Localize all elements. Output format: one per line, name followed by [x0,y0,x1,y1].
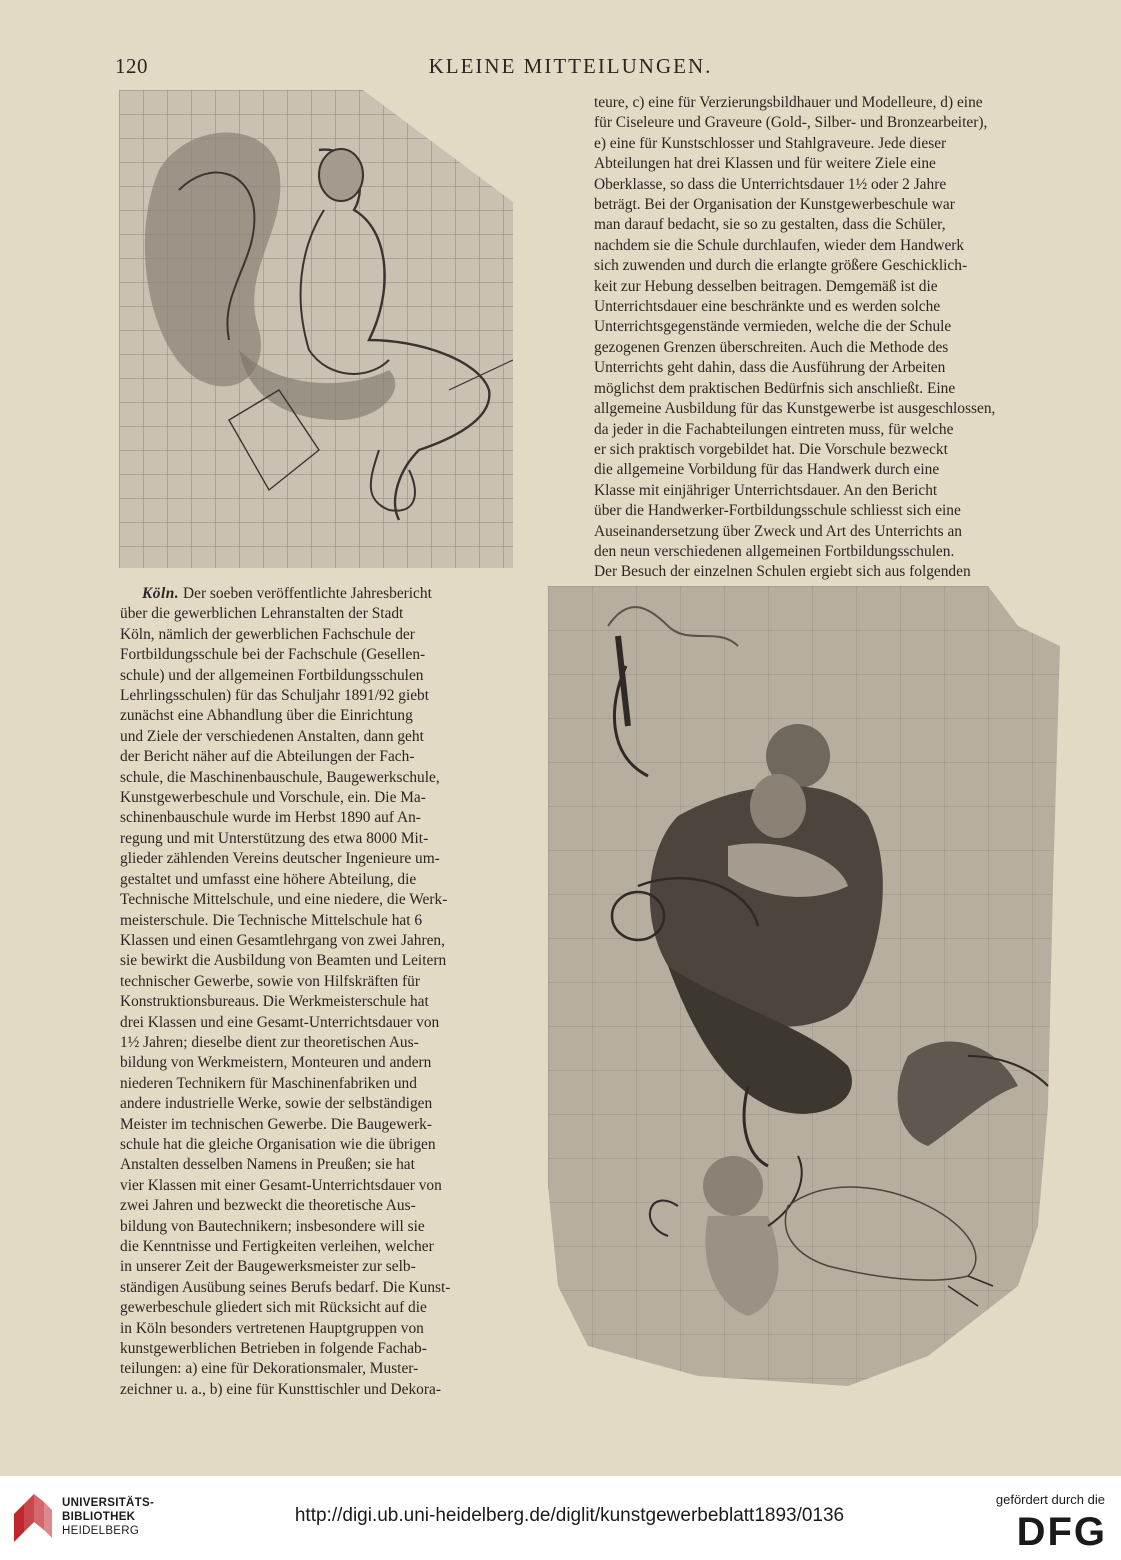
right-column-paragraph: teure, c) eine für Verzierungsbildhauer und Modelleure, d) eine für Ciseleure und Graveure (Gold-, Silber- und Bronzearbeiter), e) eine für Kunstschlosser und Stahlgraveure. Jede dieser Abteilungen hat drei Klassen und für weitere Ziele eine Oberklasse, so dass die Unterrichtsdauer 1½ oder 2 Jahre beträgt. Bei der Organisation der Kunstgewerbeschule war man darauf bedacht, sie so zu gestalten, dass die Schüler, nachdem sie die Schule durchlaufen, wieder dem Handwerk sich zuwenden und durch die erlangte größere Geschicklich- keit zur Hebung desselben beitragen. Demgemäß ist die Unterrichtsdauer eine beschränkte und es werden solche Unterrichtsgegenstände vermieden, welche die der Schule gezogenen Grenzen überschreiten. Auch die Methode des Unterrichts geht dahin, dass die Ausführung der Arbeiten möglichst dem praktischen Bedürfnis sich anschließt. Eine allgemeine Ausbildung für das Kunstgewerbe ist ausgeschlossen, da jeder in die Fachabteilungen eintreten muss, für welche er sich praktisch vorgebildet hat. Die Vorschule bezweckt die allgemeine Vorbildung für das Handwerk durch eine Klasse mit einjähriger Unterrichtsdauer. An den Bericht über die Handwerker-Fortbildungsschule schliesst sich eine Auseinandersetzung über Zweck und Art des Unterrichts an den neun verschiedenen allgemeinen Fortbildungsschulen. Der Besuch der einzelnen Schulen ergiebt sich aus folgenden [594,94,996,581]
article-lead-word: Köln. [142,585,180,602]
text-column-right-top [594,93,1047,583]
koeln-article-paragraph: Köln. Der soeben veröffentlichte Jahresbericht über die gewerblichen Lehranstalten der Stadt Köln, nämlich der gewerblichen Fachschule der Fortbildungsschule bei der Fachschule (Gesellen- schule) und der allgemeinen Fortbildungsschulen Lehrlingsschulen) für das Schuljahr 1891/92 giebt zunächst eine Abhandlung über die Einrichtung und Ziele der verschiedenen Anstalten, dann geht der Bericht näher auf die Abteilungen der Fach- schule, die Maschinenbauschule, Baugewerkschule, Kunstgewerbeschule und Vorschule, ein. Die Ma- schinenbauschule wurde im Herbst 1890 auf An- regung und mit Unterstützung des etwa 8000 Mit- glieder zählenden Vereins deutscher Ingenieure um- gestaltet und umfasst eine höhere Abteilung, die Technische Mittelschule, und eine niedere, die Werk- meisterschule. Die Technische Mittelschule hat 6 Klassen und einen Gesamtlehrgang von zwei Jahren, sie bewirkt die Ausbildung von Beamten und Leitern technischer Gewerbe, sowie von Hilfskräften für Konstruktionsbureaus. Die Werkmeisterschule hat drei Klassen und eine Gesamt-Unterrichtsdauer von 1½ Jahren; dieselbe dient zur theoretischen Aus- bildung von Werkmeistern, Monteuren und andern niederen Technikern für Maschinenfabriken und andere industrielle Werke, sowie der selbständigen Meister im technischen Gewerbe. Die Baugewerk- schule hat die gleiche Organisation wie die übrigen Anstalten desselben Namens in Preußen; sie hat vier Klassen mit einer Gesamt-Unterrichtsdauer von zwei Jahren und bezweckt die theoretische Aus- bildung von Bautechnikern; insbesondere will sie die Kenntnisse und Fertigkeiten verleihen, welcher in unserer Zeit der Baugewerksmeister zur selb- ständigen Ausübung seines Berufs bedarf. Die Kunst- gewerbeschule gliedert sich mit Rücksicht auf die in Köln besonders vertretenen Hauptgruppen von kunstgewerblichen Betrieben in folgende Fachab- teilungen: a) eine für Dekorationsmaler, Muster- zeichner u. a., b) eine für Kunsttischler und Dekora- [120,585,451,1398]
running-head [0,54,1121,84]
running-title: KLEINE MITTEILUNGEN. [428,54,713,78]
sketch-allegory-torch-bearer [548,586,1060,1386]
digitization-footer [0,1476,1121,1560]
university-library-name: UNIVERSITÄTS- BIBLIOTHEK HEIDELBERG [62,1497,155,1537]
dfg-logo: DFG [1016,1510,1107,1554]
sketch-seated-figure [119,90,513,568]
funded-by-label: gefördert durch die [995,1492,1105,1507]
permalink-url[interactable]: http://digi.ub.uni-heidelberg.de/diglit/kunstgewerbeblatt1893/0136 [294,1505,845,1526]
page-number: 120 [115,54,148,78]
text-column-left-bottom [120,584,507,1400]
